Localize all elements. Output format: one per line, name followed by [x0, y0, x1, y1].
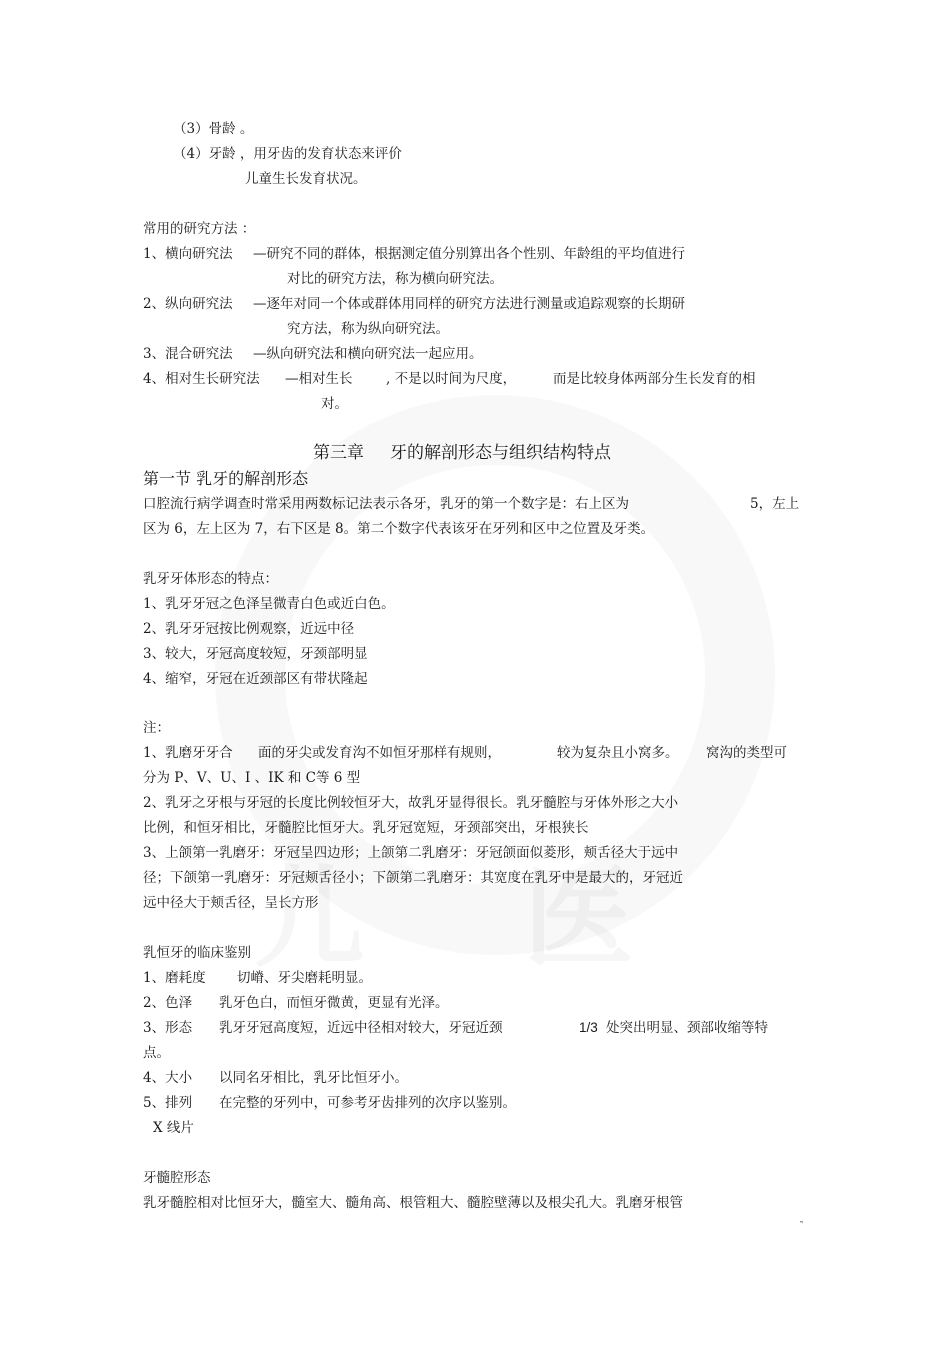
- list-item: 2、乳牙之牙根与牙冠的长度比例较恒牙大，故乳牙显得很长。乳牙髓腔与牙体外形之大小: [143, 795, 679, 811]
- section-heading: 常用的研究方法 ：: [143, 221, 256, 237]
- text-line: 窝沟的类型可: [706, 745, 787, 761]
- text-line: 乳牙牙冠高度短，近远中径相对较大，牙冠近颈: [219, 1020, 503, 1036]
- list-item: 1、乳牙牙冠之色泽呈微青白色或近白色。: [143, 596, 395, 612]
- text-line: 分为 P、V、U、I 、IK 和 C等 6 型: [143, 770, 361, 786]
- text-line: 5，左上: [750, 496, 800, 512]
- text-line: , 不是以时间为尺度，: [386, 371, 517, 387]
- text-line: 究方法，称为纵向研究法。: [287, 321, 449, 337]
- text-line: —逐年对同一个体或群体用同样的研究方法进行测量或追踪观察的长期研: [253, 296, 685, 312]
- text-line: —纵向研究法和横向研究法一起应用。: [253, 346, 483, 362]
- list-item: 2、乳牙牙冠按比例观察，近远中径: [143, 621, 355, 637]
- list-item-label: 1、磨耗度: [143, 970, 206, 986]
- list-item-label: 1、乳磨牙牙合: [143, 745, 233, 761]
- text-line: 切嵴、牙尖磨耗明显。: [237, 970, 372, 986]
- list-item: X 线片: [153, 1120, 194, 1136]
- list-item-label: 3、形态: [143, 1020, 193, 1036]
- text-line: 对比的研究方法，称为横向研究法。: [287, 271, 503, 287]
- text-line: 而是比较身体两部分生长发育的相: [553, 371, 756, 387]
- list-item: 3、上颌第一乳磨牙：牙冠呈四边形；上颌第二乳磨牙：牙冠颌面似菱形，颊舌径大于远中: [143, 845, 679, 861]
- text-line: 对。: [321, 396, 348, 412]
- text-line: —研究不同的群体，根据测定值分别算出各个性别、年龄组的平均值进行: [253, 246, 685, 262]
- section-heading: 乳恒牙的临床鉴别: [143, 945, 251, 961]
- text-line: （3）骨龄 。: [173, 121, 254, 137]
- text-line: 较为复杂且小窝多。: [557, 745, 679, 761]
- text-line: （4）牙龄 ，用牙齿的发育状态来评价: [173, 146, 402, 162]
- text-line: 处突出明显、颈部收缩等特: [606, 1020, 768, 1036]
- section-heading: 牙髓腔形态: [143, 1170, 211, 1186]
- text-line: —相对生长: [285, 371, 353, 387]
- text-line: 以同名牙相比，乳牙比恒牙小。: [219, 1070, 408, 1086]
- text-line: 比例，和恒牙相比，牙髓腔比恒牙大。乳牙冠宽短，牙颈部突出，牙根狭长: [143, 820, 589, 836]
- text-line: 径；下颌第一乳磨牙：牙冠颊舌径小；下颌第二乳磨牙：其宽度在乳牙中是最大的，牙冠近: [143, 870, 683, 886]
- text-line: 在完整的牙列中，可参考牙齿排列的次序以鉴别。: [219, 1095, 516, 1111]
- section-heading: 乳牙牙体形态的特点：: [143, 571, 278, 587]
- text-line: 区为 6，左上区为 7，右下区是 8。第二个数字代表该牙在牙列和区中之位置及牙类。: [143, 521, 655, 537]
- list-item-label: 2、纵向研究法: [143, 296, 233, 312]
- list-item-label: 1、横向研究法: [143, 246, 233, 262]
- text-line: 乳牙色白，而恒牙微黄，更显有光泽。: [219, 995, 449, 1011]
- chapter-number: 第三章: [313, 443, 364, 463]
- text-line: 点。: [143, 1045, 170, 1061]
- list-item-label: 5、排列: [143, 1095, 193, 1111]
- text-line: 远中径大于颊舌径，呈长方形: [143, 895, 319, 911]
- note-heading: 注：: [143, 720, 170, 736]
- list-item: 3、较大，牙冠高度较短，牙颈部明显: [143, 646, 368, 662]
- list-item-label: 3、混合研究法: [143, 346, 233, 362]
- text-line: 1/3: [579, 1020, 598, 1035]
- chapter-title: 牙的解剖形态与组织结构特点: [390, 443, 611, 463]
- text-line: 面的牙尖或发育沟不如恒牙那样有规则，: [258, 745, 501, 761]
- section-title: 第一节 乳牙的解剖形态: [143, 469, 309, 488]
- text-line: 乳牙髓腔相对比恒牙大，髓室大、髓角高、根管粗大、髓腔壁薄以及根尖孔大。乳磨牙根管: [143, 1195, 683, 1211]
- text-line: 儿童生长发育状况。: [245, 171, 367, 187]
- list-item-label: 4、大小: [143, 1070, 193, 1086]
- list-item-label: 2、色泽: [143, 995, 193, 1011]
- page-mark: ˜: [799, 1221, 804, 1232]
- list-item-label: 4、相对生长研究法: [143, 371, 260, 387]
- list-item: 4、缩窄，牙冠在近颈部区有带状隆起: [143, 671, 368, 687]
- text-line: 口腔流行病学调查时常采用两数标记法表示各牙，乳牙的第一个数字是：右上区为: [143, 496, 629, 512]
